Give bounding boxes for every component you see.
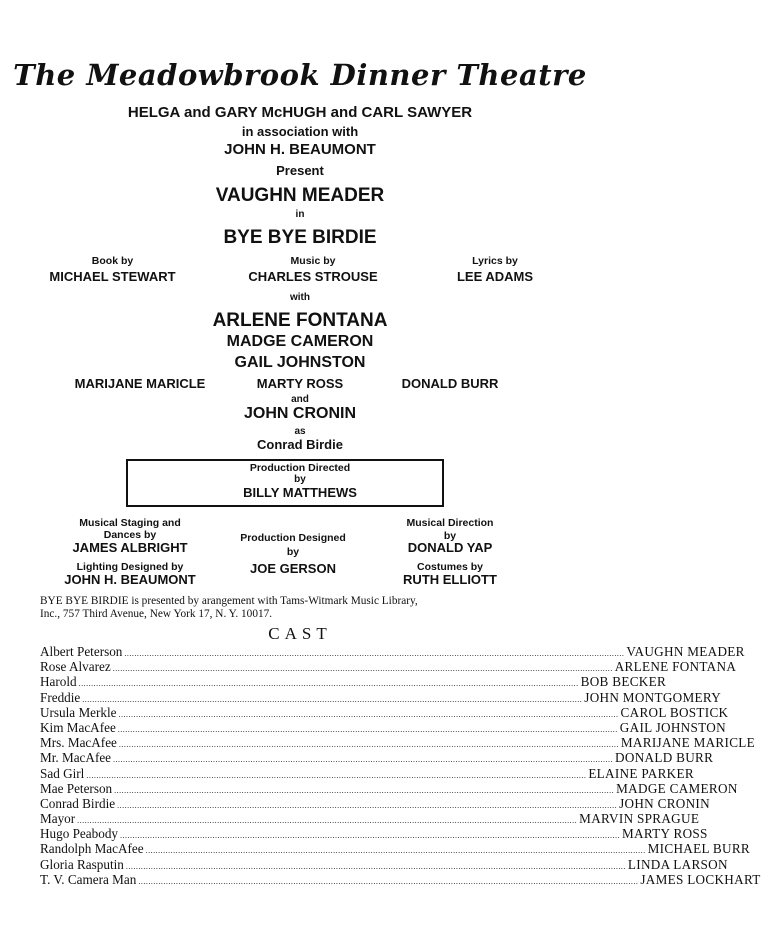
cast-role: Hugo Peabody — [40, 826, 119, 842]
show-title: BYE BYE BIRDIE — [223, 227, 377, 248]
director-by: by — [294, 474, 306, 485]
cast-role: Rose Alvarez — [40, 659, 111, 675]
table-row — [40, 780, 738, 796]
cast-actor: MICHAEL BURR — [647, 841, 751, 857]
cast-role: Randolph MacAfee — [40, 841, 144, 857]
cast-role: Mrs. MacAfee — [40, 735, 117, 751]
table-row — [40, 719, 726, 735]
table-row — [40, 795, 710, 811]
cast-role: Albert Peterson — [40, 644, 123, 659]
table-row — [40, 871, 761, 887]
as-text: as — [294, 426, 306, 437]
association-text: in association with — [241, 124, 359, 139]
table-row — [40, 689, 722, 705]
table-row — [40, 644, 745, 659]
cast-actor: MADGE CAMERON — [616, 780, 738, 796]
dot-leader: ........................................................................................................................................................................................................ — [120, 831, 621, 841]
cast-actor: BOB BECKER — [580, 674, 667, 690]
production-name: JOE GERSON — [250, 561, 336, 576]
costar-3: GAIL JOHNSTON — [234, 354, 366, 371]
table-row — [40, 765, 694, 781]
dot-leader: ........................................................................................................................................................................................................ — [78, 679, 579, 689]
music-dir-by: by — [443, 530, 457, 542]
production-label: Production Designed — [240, 532, 346, 544]
cast-role: T. V. Camera Man — [40, 871, 137, 887]
licensing-note — [40, 595, 540, 621]
cast-role: Mr. MacAfee — [40, 750, 112, 766]
lighting-name: JOHN H. BEAUMONT — [64, 572, 196, 587]
cast-actor: ARLENE FONTANA — [614, 659, 737, 675]
music-label: Music by — [290, 255, 336, 267]
dot-leader: ........................................................................................................................................................................................................ — [138, 876, 639, 886]
cast-actor: MARIJANE MARICLE — [620, 735, 756, 751]
costar-1: ARLENE FONTANA — [212, 310, 388, 331]
costar-center: MARTY ROSS — [256, 376, 344, 391]
table-row — [40, 826, 708, 842]
table-row — [40, 811, 700, 827]
note-line-2: Inc., 757 Third Avenue, New York 17, N. Y. 10017. — [40, 608, 273, 620]
note-line-1: BYE BYE BIRDIE is presented by arangement with Tams-Witmark Music Library, — [40, 595, 418, 607]
production-by: by — [286, 546, 300, 558]
music-dir-name: DONALD YAP — [407, 540, 493, 555]
lyrics-label: Lyrics by — [472, 255, 518, 267]
costar-right: DONALD BURR — [401, 376, 499, 391]
staging-label-2: Dances by — [103, 529, 157, 541]
dot-leader: ........................................................................................................................................................................................................ — [117, 800, 618, 810]
cast-actor: MARTY ROSS — [622, 826, 708, 842]
final-costar: JOHN CRONIN — [243, 405, 356, 422]
cast-list — [40, 644, 761, 887]
cast-actor: GAIL JOHNSTON — [619, 719, 726, 735]
dot-leader: ........................................................................................................................................................................................................ — [117, 724, 618, 734]
star-name: VAUGHN MEADER — [215, 185, 385, 206]
in-text: in — [295, 209, 305, 220]
cast-actor: LINDA LARSON — [627, 856, 728, 872]
cast-actor: ELAINE PARKER — [588, 765, 694, 781]
director-label: Production Directed — [249, 462, 351, 474]
book-label: Book by — [91, 255, 134, 267]
cast-role: Mayor — [40, 811, 76, 827]
cast-role: Kim MacAfee — [40, 719, 116, 735]
costumes-name: RUTH ELLIOTT — [403, 572, 497, 587]
cast-heading: CAST — [268, 624, 332, 643]
cast-actor: JOHN CRONIN — [619, 795, 710, 811]
dot-leader: ........................................................................................................................................................................................................ — [82, 694, 583, 704]
present-text: Present — [276, 163, 324, 178]
dot-leader: ........................................................................................................................................................................................................ — [124, 649, 625, 658]
cast-role: Freddie — [40, 689, 81, 705]
table-row — [40, 750, 714, 766]
director-name: BILLY MATTHEWS — [243, 485, 357, 500]
cast-role: Harold — [40, 674, 77, 690]
dot-leader: ........................................................................................................................................................................................................ — [77, 816, 578, 826]
music-dir-label: Musical Direction — [406, 517, 494, 529]
book-name: MICHAEL STEWART — [49, 269, 176, 284]
table-row — [40, 674, 667, 690]
dot-leader: ........................................................................................................................................................................................................ — [112, 664, 613, 674]
music-name: CHARLES STROUSE — [248, 269, 378, 284]
dot-leader: ........................................................................................................................................................................................................ — [118, 709, 619, 719]
staging-name: JAMES ALBRIGHT — [72, 540, 188, 555]
table-row — [40, 856, 728, 872]
lighting-label: Lighting Designed by — [76, 561, 184, 573]
producers: HELGA and GARY McHUGH and CARL SAWYER — [127, 104, 473, 121]
cast-role: Mae Peterson — [40, 780, 113, 796]
table-row — [40, 704, 729, 720]
role-text: Conrad Birdie — [257, 437, 343, 452]
lyrics-name: LEE ADAMS — [456, 269, 534, 284]
costar-left: MARIJANE MARICLE — [74, 376, 206, 391]
cast-role: Conrad Birdie — [40, 795, 116, 811]
cast-actor: VAUGHN MEADER — [626, 644, 745, 659]
theatre-title: The Meadowbrook Dinner Theatre — [13, 58, 587, 92]
costumes-label: Costumes by — [417, 561, 483, 573]
with-text: with — [290, 292, 310, 303]
cast-role: Ursula Merkle — [40, 704, 117, 720]
dot-leader: ........................................................................................................................................................................................................ — [125, 861, 626, 871]
and-text: and — [291, 394, 309, 405]
cast-actor: DONALD BURR — [615, 750, 714, 766]
associate-name: JOHN H. BEAUMONT — [224, 141, 376, 158]
dot-leader: ........................................................................................................................................................................................................ — [113, 755, 614, 765]
cast-actor: JOHN MONTGOMERY — [584, 689, 722, 705]
dot-leader: ........................................................................................................................................................................................................ — [86, 770, 587, 780]
costar-2: MADGE CAMERON — [226, 333, 374, 350]
cast-actor: MARVIN SPRAGUE — [579, 811, 700, 827]
table-row — [40, 659, 737, 675]
cast-actor: CAROL BOSTICK — [620, 704, 729, 720]
staging-label: Musical Staging and — [79, 517, 181, 529]
dot-leader: ........................................................................................................................................................................................................ — [118, 740, 619, 750]
cast-role: Sad Girl — [40, 765, 85, 781]
cast-actor: JAMES LOCKHART — [640, 871, 761, 887]
cast-role: Gloria Rasputin — [40, 856, 124, 872]
dot-leader: ........................................................................................................................................................................................................ — [145, 846, 646, 856]
dot-leader: ........................................................................................................................................................................................................ — [114, 785, 615, 795]
table-row — [40, 841, 751, 857]
table-row — [40, 735, 756, 751]
